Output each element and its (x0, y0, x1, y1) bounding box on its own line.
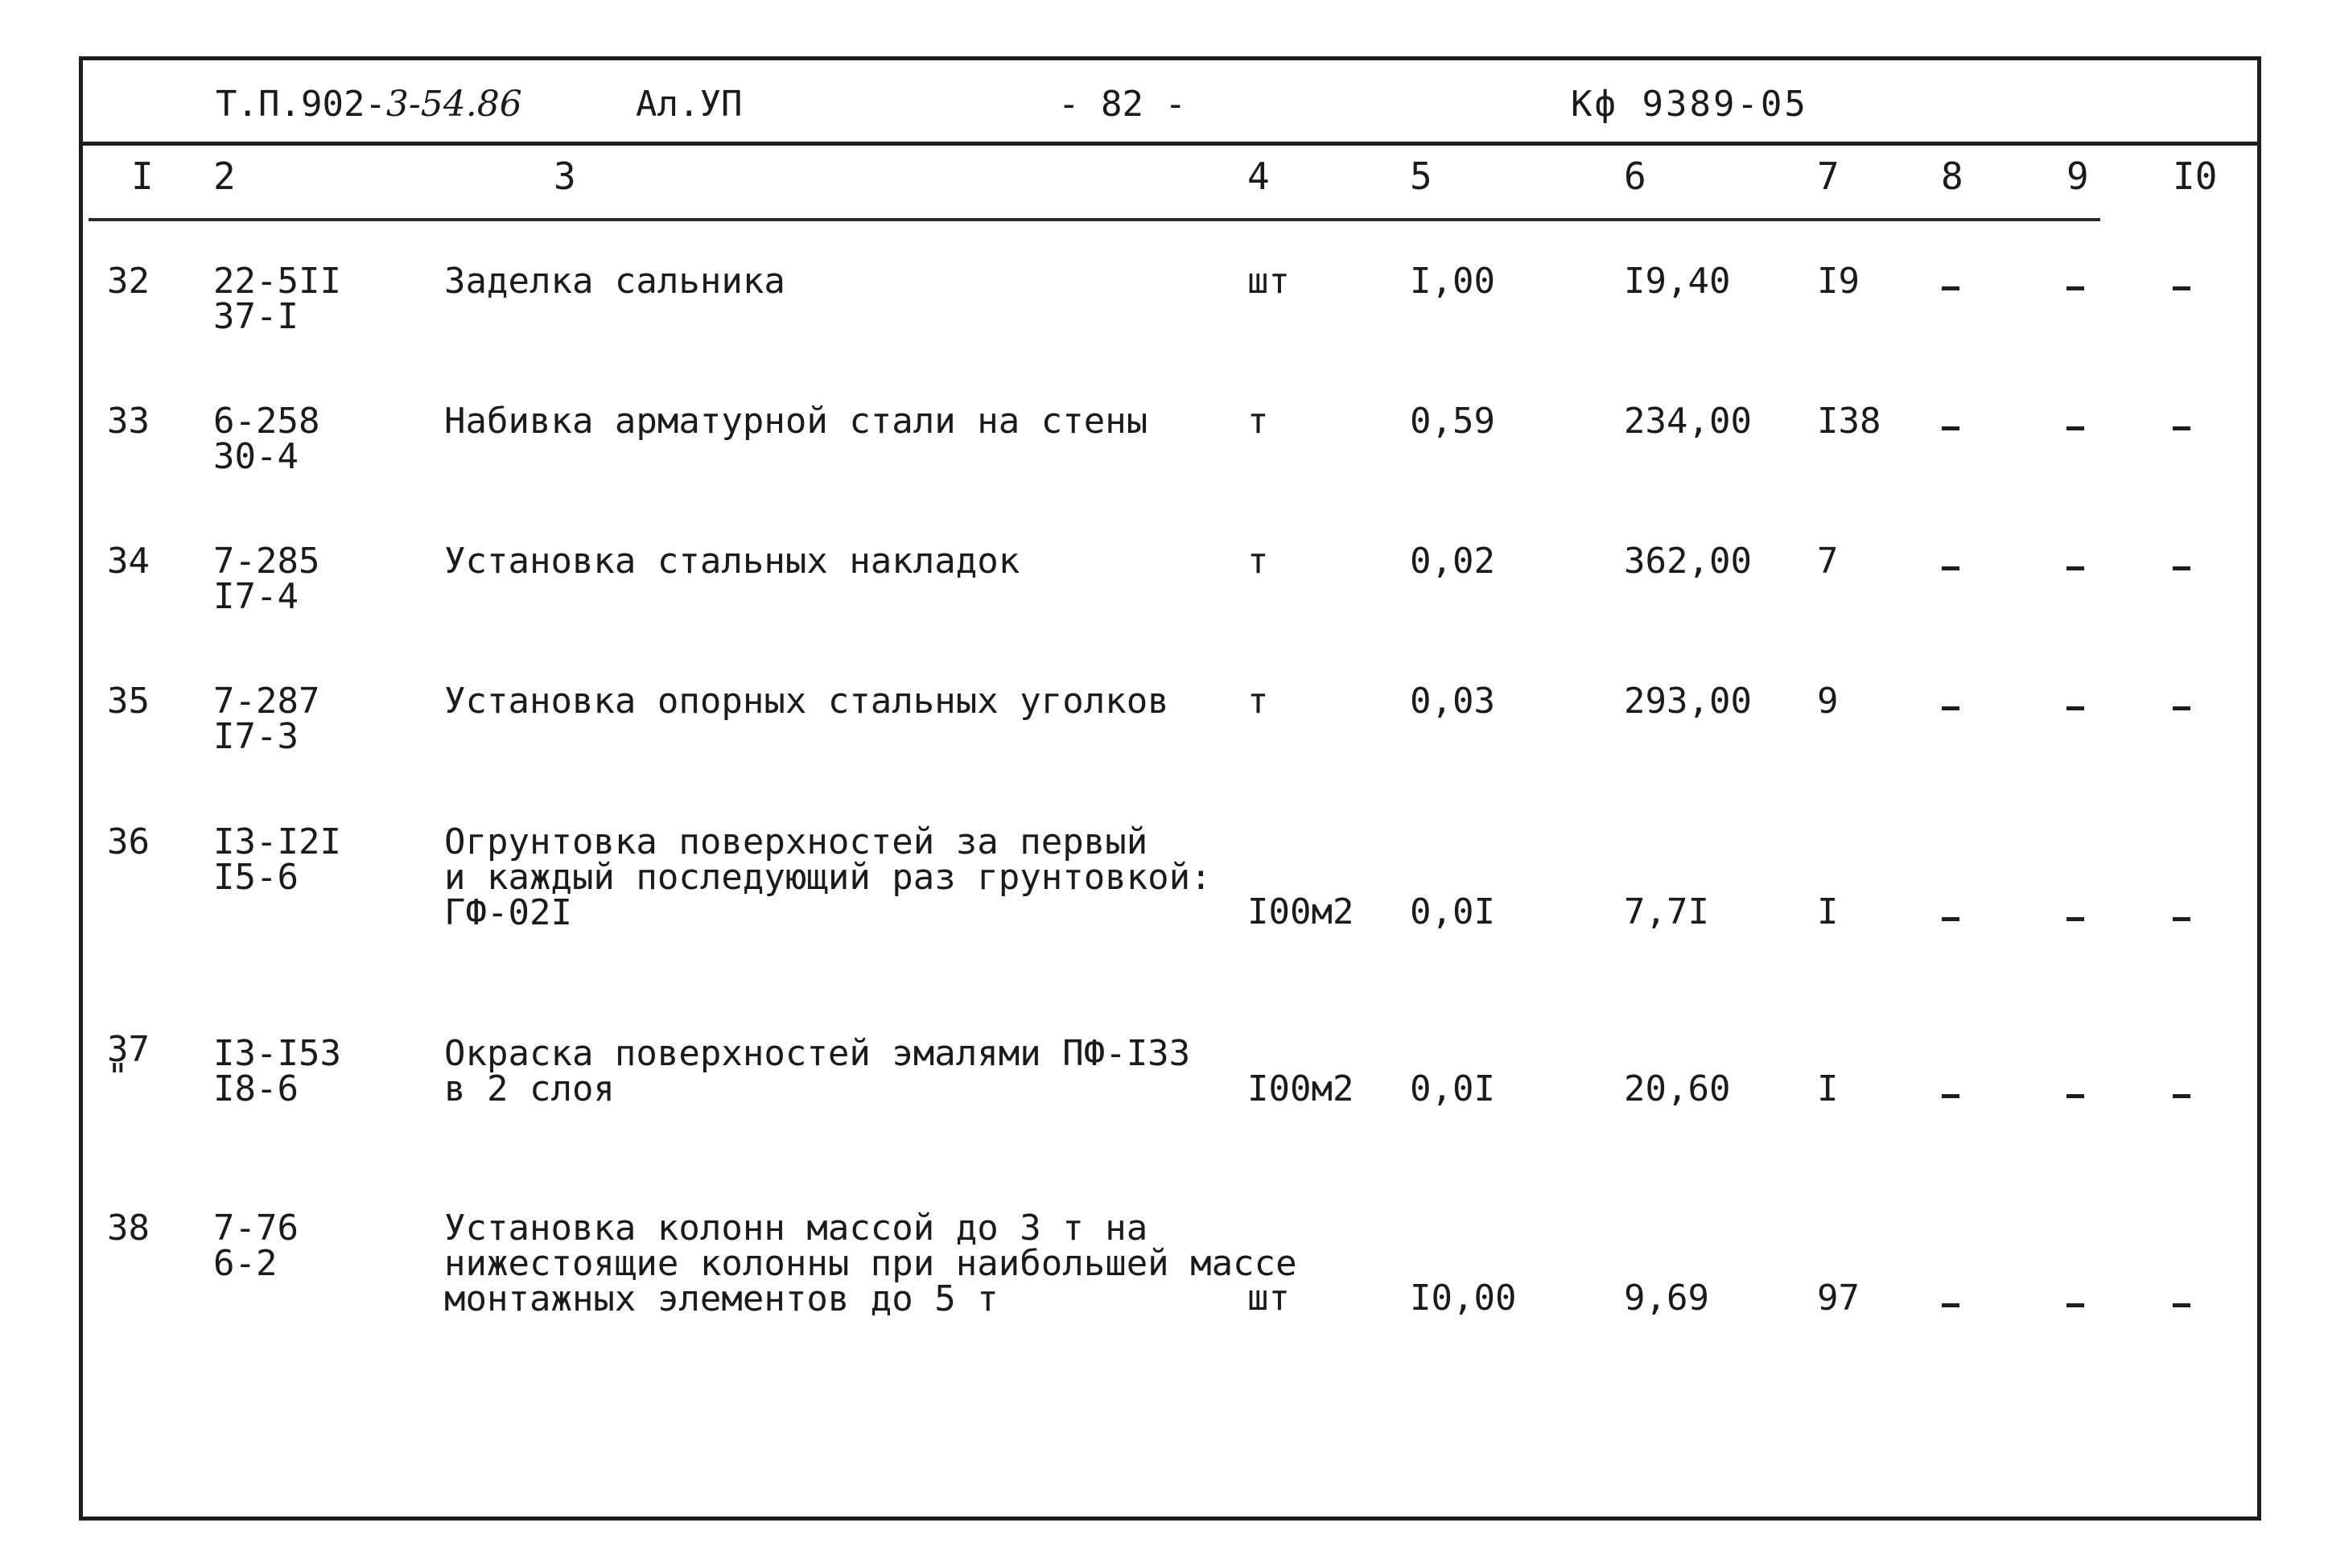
quantity: 0,02 (1410, 541, 1495, 582)
document-code: Кф 9389-05 (1571, 84, 1808, 125)
unit-price: 234,00 (1624, 401, 1752, 442)
quantity: I,00 (1410, 261, 1495, 302)
quantity: 0,59 (1410, 401, 1495, 442)
empty-cell-dash (1942, 1303, 1959, 1307)
column-number: 8 (1941, 154, 1963, 198)
page-number: - 82 - (1058, 84, 1186, 125)
column-number: 2 (213, 154, 236, 198)
norm-code: 7-76 6-2 (213, 1208, 299, 1284)
column-number: 7 (1817, 154, 1840, 198)
unit-price: 7,7I (1624, 891, 1709, 932)
empty-cell-dash (1942, 426, 1959, 430)
quantity: 0,0I (1410, 1068, 1495, 1109)
unit: шт (1247, 261, 1290, 302)
empty-cell-dash (1942, 286, 1959, 290)
empty-cell-dash (2066, 917, 2084, 921)
empty-cell-dash (2173, 426, 2190, 430)
unit: т (1247, 681, 1269, 722)
column-number: I0 (2173, 154, 2218, 198)
work-description: Установка опорных стальных уголков (444, 681, 1169, 722)
unit: шт (1247, 1278, 1290, 1319)
empty-cell-dash (1942, 1094, 1959, 1098)
empty-cell-dash (1942, 917, 1959, 921)
total-cost: 7 (1817, 541, 1839, 582)
total-cost: I (1817, 891, 1839, 932)
norm-code: 22-5II 37-I (213, 261, 341, 337)
unit: I00м2 (1247, 891, 1354, 932)
row-number: 36 (107, 821, 150, 862)
column-header-divider (89, 218, 2100, 221)
column-number: 4 (1247, 154, 1270, 198)
quantity: I0,00 (1410, 1278, 1517, 1319)
unit: т (1247, 541, 1269, 582)
project-prefix: Т.П.902- (216, 84, 386, 125)
unit-price: I9,40 (1624, 261, 1731, 302)
empty-cell-dash (2066, 1303, 2084, 1307)
row-number: 37 " (107, 1029, 150, 1097)
empty-cell-dash (1942, 706, 1959, 710)
empty-cell-dash (2066, 286, 2084, 290)
empty-cell-dash (2173, 566, 2190, 570)
column-number: 3 (554, 154, 576, 198)
row-number: 34 (107, 541, 150, 582)
project-number: 3-54.86 (385, 84, 522, 125)
empty-cell-dash (2066, 1094, 2084, 1098)
quantity: 0,0I (1410, 891, 1495, 932)
unit: I00м2 (1247, 1068, 1354, 1109)
unit-price: 362,00 (1624, 541, 1752, 582)
empty-cell-dash (2173, 917, 2190, 921)
album-label: Ал.УП (636, 84, 743, 125)
work-description: Заделка сальника (444, 261, 785, 302)
norm-code: 7-285 I7-4 (213, 541, 320, 617)
quantity: 0,03 (1410, 681, 1495, 722)
work-description: Установка стальных накладок (444, 541, 1020, 582)
total-cost: I38 (1817, 401, 1881, 442)
work-description: Набивка арматурной стали на стены (444, 401, 1148, 442)
empty-cell-dash (2173, 706, 2190, 710)
work-description: Окраска поверхностей эмалями ПФ-I33 в 2 слоя (444, 1033, 1191, 1109)
column-number: 6 (1624, 154, 1646, 198)
work-description: Огрунтовка поверхностей за первый и каждый последующий раз грунтовкой: ГФ-02I (444, 821, 1212, 933)
row-number: 33 (107, 401, 150, 442)
column-number: 5 (1410, 154, 1432, 198)
project-reference (216, 84, 522, 125)
row-number: 35 (107, 681, 150, 722)
empty-cell-dash (2173, 1094, 2190, 1098)
row-number: 38 (107, 1208, 150, 1249)
total-cost: I9 (1817, 261, 1860, 302)
column-number: I (131, 154, 154, 198)
norm-code: I3-I2I I5-6 (213, 821, 341, 898)
norm-code: 6-258 30-4 (213, 401, 320, 477)
header-divider (79, 142, 2261, 146)
empty-cell-dash (1942, 566, 1959, 570)
total-cost: 9 (1817, 681, 1839, 722)
empty-cell-dash (2173, 1303, 2190, 1307)
empty-cell-dash (2173, 286, 2190, 290)
norm-code: I3-I53 I8-6 (213, 1033, 341, 1109)
total-cost: I (1817, 1068, 1839, 1109)
empty-cell-dash (2066, 426, 2084, 430)
row-number: 32 (107, 261, 150, 302)
column-number: 9 (2066, 154, 2089, 198)
work-description: Установка колонн массой до 3 т на нижестоящие колонны при наибольшей массе монтажных элементов до 5 т (444, 1208, 1297, 1319)
unit-price: 293,00 (1624, 681, 1752, 722)
unit-price: 9,69 (1624, 1278, 1709, 1319)
unit: т (1247, 401, 1269, 442)
empty-cell-dash (2066, 706, 2084, 710)
norm-code: 7-287 I7-3 (213, 681, 320, 757)
empty-cell-dash (2066, 566, 2084, 570)
unit-price: 20,60 (1624, 1068, 1731, 1109)
total-cost: 97 (1817, 1278, 1860, 1319)
